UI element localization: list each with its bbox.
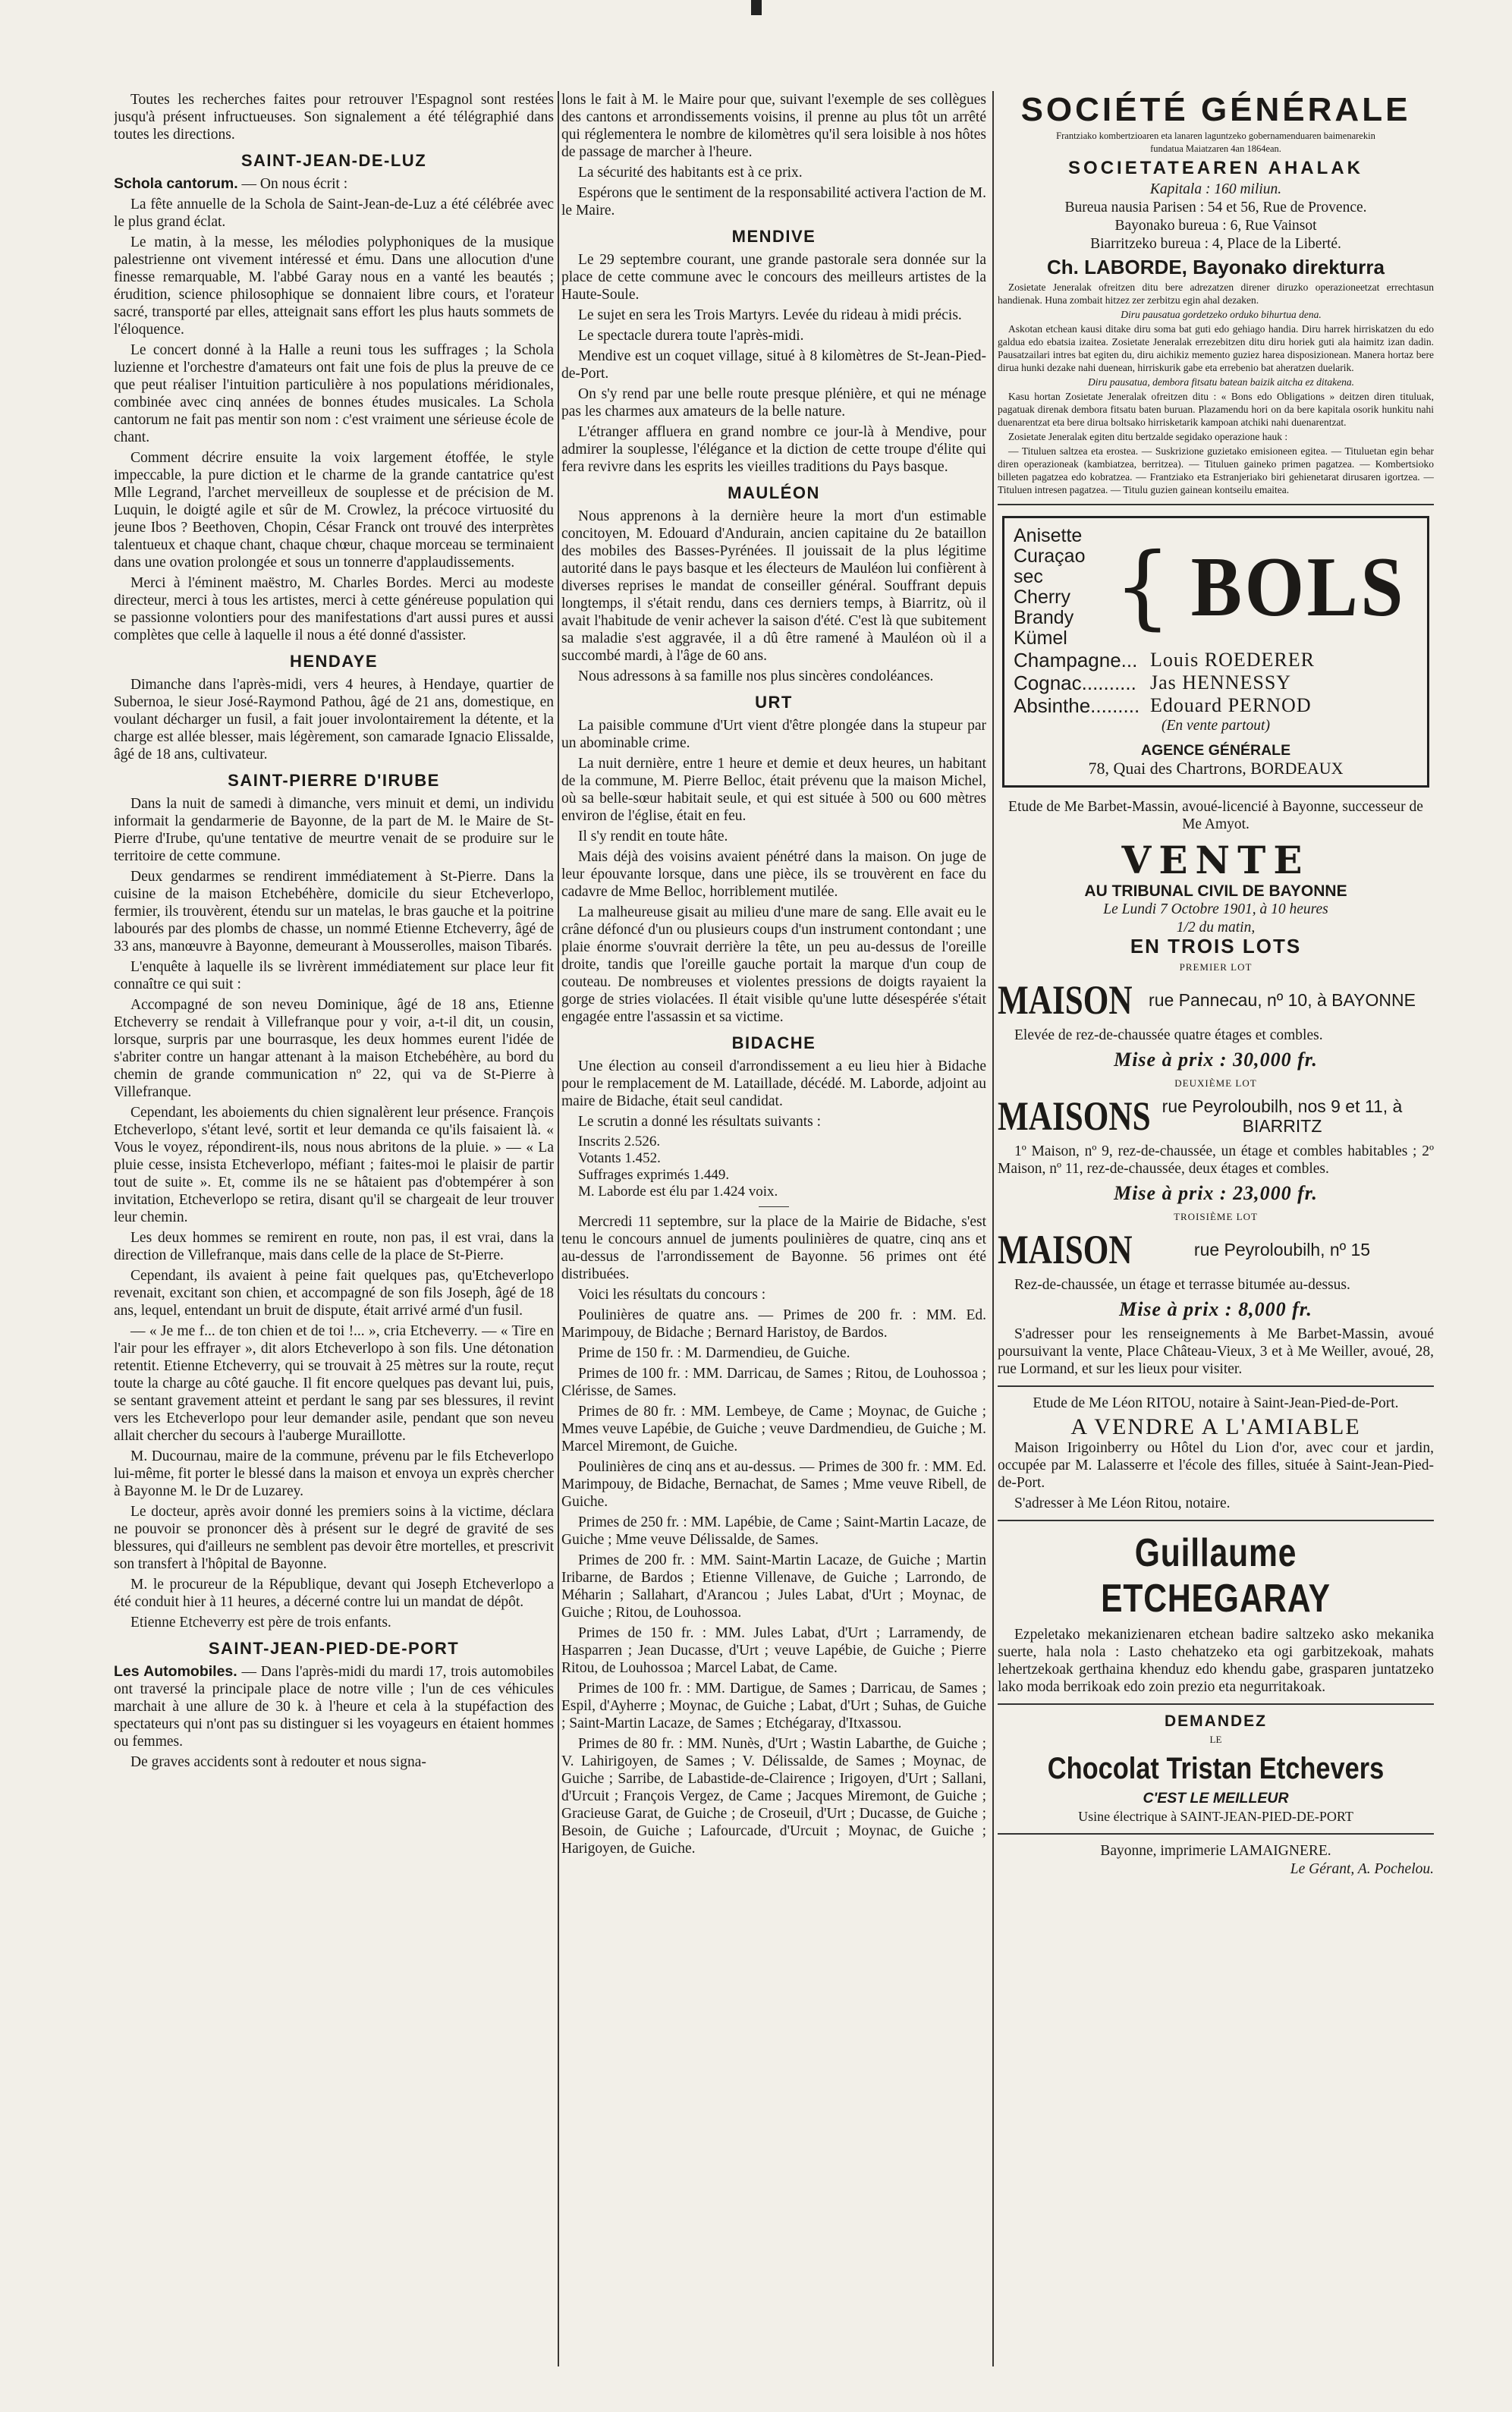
etchegaray-title: Guillaume ETCHEGARAY [1101, 1531, 1331, 1621]
lot-3 [998, 1226, 1434, 1273]
paragraph: La sécurité des habitants est à ce prix. [578, 165, 803, 181]
page-mark [751, 0, 762, 15]
liqueur-item: Anisette [1014, 525, 1083, 546]
vente-title: VENTE [1121, 838, 1310, 882]
divider [998, 504, 1434, 505]
product: Cognac.......... [1014, 671, 1136, 694]
paragraph: La fête annuelle de la Schola de Saint-Jean-de-Luz a été célébrée avec le plus grand éclat. [114, 197, 554, 230]
section-title: URT [755, 693, 793, 712]
paragraph: Voici les résultats du concours : [578, 1287, 766, 1303]
paragraph: Les deux hommes se remirent en route, non pas, il est vrai, dans la direction de Villefranque, mais dans celle de la place de St-Pierre. [114, 1230, 554, 1263]
societe-generale-ad [998, 91, 1434, 496]
ad-capital: Kapitala : 160 miliun. [1149, 181, 1282, 197]
lot-price: Mise à prix : 30,000 fr. [1114, 1049, 1318, 1071]
ad-text: Askotan etchean kausi ditake diru soma bat guti edo gehiago handia. Diru harrek hirriskatzen du edo galdua edo ebatsia izaitea. Zosietate Jeneralak errezebitzen ditu diru horiek guti ala haimitz izan dadin. Pausatzailari intres bat egiten du, diru aichikiz memento guziez harea disposizionean. Manera hortaz bere dirua hunki dezake nahi duenean, hirriskurik gabe eta errebenio bat aheratzen duelarik. [998, 323, 1434, 373]
paragraph: Cependant, ils avaient à peine fait quelques pas, qu'Etcheverlopo revenait, excitant son chien, et accompagné de son fils Joseph, âgé de 18 ans, lequel, entendant un bruit de dispute, était arrivé armé d'un fusil. [114, 1268, 554, 1319]
ad-title: SOCIÉTÉ GÉNÉRALE [1020, 91, 1411, 128]
ad-text: Kasu hortan Zosietate Jeneralak ofreitzen ditu : « Bons edo Obligations » deitzen diren tituluak, pagatuak direnak dembora fitsatu baten buruan. Plazamendu hori on da bere kapitala osorik hunkitu nahi duenarentzat eta bere dirua boltsako hirrisketarik kampoan atchiki nahi duenarentzat. [998, 391, 1434, 428]
ad-address: Bureua nausia Parisen : 54 et 56, Rue de Provence. [1064, 200, 1367, 215]
product: Champagne... [1014, 649, 1138, 671]
ad-text: — Tituluen saltzea eta erostea. — Suskrizione guzietako emisioneen egitea. — Tituluetan egin behar diren operazioneak (kambiatzea, berritzea). — Tituluen gaineko primen pagatzea. — Kombertsioko billeten pagatzea edo kobratzea. — Frantziako eta Estranjeriako biri gehienetarat dirusaren igortzea. — Tituluen intresen pagatzea. — Titulu guzien gainean kontseilu emaitea. [998, 445, 1434, 495]
ad-text: Diru pausatua, dembora fitsatu batean baizik aitcha ez ditakena. [1088, 376, 1354, 388]
section-title: SAINT-JEAN-DE-LUZ [240, 151, 427, 170]
paragraph: Le spectacle durera toute l'après-midi. [578, 328, 804, 344]
bols-ad [1002, 516, 1429, 788]
ad-text: Diru pausatua gordetzeko orduko bihurtua dena. [1121, 309, 1322, 320]
divider [998, 1703, 1434, 1705]
vente-time: 1/2 du matin, [1176, 920, 1256, 936]
vote-line: Votants 1.452. [578, 1150, 661, 1166]
paragraph-text: — Dans l'après-midi du mardi 17, trois automobiles ont traversé la principale place de notre ville ; l'un de ces véhicules marchait à une allure de 30 k. à l'heure et cela à la stupéfaction des spectateurs qui n'ont pas su distinguer si les voyageurs en étaient hommes ou femmes. [114, 1664, 554, 1750]
lot-label: DEUXIÈME LOT [1174, 1077, 1257, 1089]
subheading: Schola cantorum. [114, 175, 238, 192]
paragraph: M. Ducournau, maire de la commune, prévenu par le fils Etcheverlopo lui-même, fit porter le blessé dans la maison et envoya un exprès chercher à Bayonne M. le Dr de Luzarey. [114, 1448, 554, 1499]
paragraph: On s'y rend par une belle route presque plénière, et qui ne ménage pas les charmes aux amateurs de la belle nature. [561, 386, 986, 420]
liqueur-list [1014, 526, 1106, 649]
paragraph: La paisible commune d'Urt vient d'être plongée dans la stupeur par un abominable crime. [561, 718, 986, 751]
gerant: Le Gérant, A. Pochelou. [1290, 1861, 1434, 1877]
section-title: BIDACHE [731, 1033, 816, 1052]
column-rule [558, 91, 559, 2366]
lot-description: 1º Maison, nº 9, rez-de-chaussée, un étage et combles habitables ; 2º Maison, nº 11, rez-de-chaussée, deux étages et combles. [998, 1143, 1434, 1177]
lot-label: TROISIÈME LOT [1174, 1211, 1258, 1222]
brand: Jas HENNESSY [1150, 671, 1292, 693]
paragraph: Etienne Etcheverry est père de trois enfants. [130, 1615, 391, 1631]
paragraph: De graves accidents sont à redouter et nous signa- [130, 1754, 426, 1770]
ad-director: Ch. LABORDE, Bayonako direkturra [1047, 256, 1385, 278]
lot-price: Mise à prix : 23,000 fr. [1114, 1182, 1318, 1204]
paragraph: Accompagné de son neveu Dominique, âgé de 18 ans, Etienne Etcheverry se rendait à Villefranque pour y voir, a-t-il dit, un cousin, lorsque, surpris par une bourrasque, les deux hommes eurent l'idée de s'abriter contre un hangar attenant à la maison Etchebéhère, au bord du chemin de grande communication nº 22, qui va de St-Pierre à Villefranque. [114, 997, 554, 1100]
paragraph: Le 29 septembre courant, une grande pastorale sera donnée sur la place de cette commune avec le concours des meilleurs artistes de la Haute-Soule. [561, 252, 986, 303]
ad-heading: SOCIETATEAREN AHALAK [1068, 158, 1363, 178]
ad-text: Zosietate Jeneralak egiten ditu bertzalde segidako operazione hauk : [1008, 431, 1288, 442]
section-title: MENDIVE [731, 227, 816, 246]
paragraph: L'étranger affluera en grand nombre ce jour-là à Mendive, pour admirer la souplesse, l'élégance et la diction de cette troupe d'élite qui fera revivre dans les esprits les vieilles traditions du Pays basque. [561, 424, 986, 475]
subheading: Les Automobiles. [114, 1663, 237, 1680]
paragraph: Le docteur, après avoir donné les premiers soins à la victime, déclara ne pouvoir se prononcer dès à présent sur le degré de gravité de ses blessures, qui d'ailleurs ne semblent pas devoir être mortelles, et prescrivit son transfert à l'hôpital de Bayonne. [114, 1504, 554, 1572]
paragraph: Primes de 150 fr. : MM. Jules Labat, d'Urt ; Larramendy, de Hasparren ; Jean Ducasse, d'Urt ; veuve Lapébie, de Guiche ; Pierre Ritou, de Louhossoa ; Marcel Labat, de Came. [561, 1625, 986, 1676]
column-rule [992, 91, 994, 2366]
paragraph: Primes de 80 fr. : MM. Nunès, d'Urt ; Wastin Labarthe, de Guiche ; V. Lahirigoyen, de Sames ; V. Délissalde, de Sames ; Moynac, de Guiche ; Sarribe, de Labastide-de-Clairence ; Irigoyen, d'Urt ; Sallani, d'Urcuit ; François Vergez, de Came ; Jacques Miremont, de Guiche ; Gracieuse Garat, de Guiche ; de Croseuil, d'Urt ; Ducasse, de Guiche ; Besoin, de Guiche ; Lafourcade, d'Urcuit ; Moynac, de Guiche ; Harigoyen, de Guiche. [561, 1736, 986, 1857]
lot-word: MAISONS [998, 1093, 1151, 1139]
chocolat-slogan: C'EST LE MEILLEUR [1143, 1790, 1289, 1807]
subheading-tail: — On nous écrit : [237, 176, 348, 192]
paragraph: S'adresser à Me Léon Ritou, notaire. [1014, 1495, 1231, 1511]
lot-1 [998, 976, 1434, 1024]
section-title: SAINT-PIERRE D'IRUBE [228, 771, 440, 790]
paragraph: La malheureuse gisait au milieu d'une mare de sang. Elle avait eu le crâne défoncé d'un ou plusieurs coups d'un instrument contondant ; une plaie énorme s'ouvrait derrière la tête, un peu au-dessus de l'oreille droite, tandis que l'oreille gauche portait la marque d'un coup de couteau. De nombreuses et violentes pressions de doigts rayaient la gorge de stries violacées. Il était visible qu'une lutte désespérée s'était engagée entre l'assassin et sa victime. [561, 904, 986, 1025]
paragraph: Espérons que le sentiment de la responsabilité activera l'action de M. le Maire. [561, 185, 986, 219]
ad-subtitle: Frantziako kombertzioaren eta lanaren laguntzeko gobernamenduaren baimenarekin [1056, 131, 1375, 141]
vote-line: M. Laborde est élu par 1.424 voix. [578, 1184, 778, 1200]
etude-notice: Etude de Me Barbet-Massin, avoué-licencié à Bayonne, successeur de Me Amyot. [1008, 799, 1423, 832]
divider [998, 1833, 1434, 1835]
agence-label: AGENCE GÉNÉRALE [1140, 742, 1291, 759]
lot-address: rue Pannecau, nº 10, à BAYONNE [1149, 990, 1416, 1010]
paragraph: L'enquête à laquelle ils se livrèrent immédiatement sur place leur fit connaître ce qui suit : [114, 959, 554, 992]
vente-lots: EN TROIS LOTS [1130, 935, 1302, 958]
chocolat-title: Chocolat Tristan Etchevers [1047, 1752, 1385, 1785]
paragraph: M. le procureur de la République, devant qui Joseph Etcheverlopo a été conduit hier à 11 heures, a décerné contre lui un mandat de dépôt. [114, 1577, 554, 1610]
paragraph [114, 1663, 554, 1750]
paragraph: Comment décrire ensuite la voix largement étoffée, le style impeccable, la pure diction et le charme de la grande cantatrice qu'est Mlle Legrand, l'archet merveilleux de souplesse et de précision de M. Luquin, le doigté agile et sûr de M. Crowlez, la précoce virtuosité du jeune Ibos ? Beethoven, Chopin, César Franck ont trouvé des interprètes talentueux et chaque chant, chaque chœur, chaque morceau se terminaient dans une ovation prolongée et sous un tonnerre d'applaudissements. [114, 450, 554, 571]
paragraph: Nous apprenons à la dernière heure la mort d'un estimable concitoyen, M. Edouard d'Andurain, ancien capitaine du 2e bataillon des mobiles des Basses-Pyrénées. Il jouissait de la plus légitime autorité dans le pays basque et les électeurs de Mauléon lui confièrent à diverses reprises le mandat de conseiller général. Souffrant depuis longtemps, il s'était rendu, dans ces derniers temps, à Biarritz, où il avait l'habitude de venir achever la saison d'été. C'est là que subitement sa maladie s'est aggravée, il a dû être ramené à Mauléon où il a succombé mardi, à l'âge de 60 ans. [561, 508, 986, 664]
paragraph: Cependant, les aboiements du chien signalèrent leur présence. François Etcheverlopo, s'étant levé, sortit et leur demanda ce qu'ils faisaient là. « Vous le voyez, répondirent-ils, nous nous abritons de la pluie. » — « La pluie cesse, insista Etcheverlopo, méfiant ; faites-moi le plaisir de partir tout de suite ». Et, comme ils ne se hâtaient pas d'obtempérer à son invitation, Etcheverlopo se retira, disant qu'il se chargeait de leur trouver leur chemin. [114, 1105, 554, 1225]
column-3 [998, 91, 1434, 2366]
liqueur-item: Kümel [1014, 627, 1067, 649]
section-title: MAULÉON [728, 483, 820, 502]
paragraph: Nous adressons à sa famille nos plus sincères condoléances. [578, 668, 934, 684]
lot-address: rue Peyroloubilh, nº 15 [1193, 1240, 1371, 1259]
paragraph [114, 175, 554, 193]
vente-contact: S'adresser pour les renseignements à Me Barbet-Massin, avoué poursuivant la vente, Place Château-Vieux, 3 et à Me Weiller, avoué, 28, rue Lormand, et sur les lieux pour visiter. [998, 1326, 1434, 1377]
chocolat-usine: Usine électrique à SAINT-JEAN-PIED-DE-PORT [1078, 1809, 1353, 1824]
brand-row [1014, 694, 1418, 717]
agence-address: 78, Quai des Chartrons, BORDEAUX [1088, 759, 1344, 778]
paragraph: Primes de 100 fr. : MM. Dartigue, de Sames ; Darricau, de Sames ; Espil, d'Ayherre ; Moynac, de Guiche ; Labat, d'Urt ; Suhas, de Guiche ; Saint-Martin Lacaze, de Sames ; Etchégaray, d'Itxassou. [561, 1681, 986, 1731]
vente-subtitle: AU TRIBUNAL CIVIL DE BAYONNE [1084, 882, 1347, 900]
ad-text: Zosietate Jeneralak ofreitzen ditu bere adrezatzen direner diruzko operazioneetzat errechtasun handienak. Huna zombait hitzez zer zerbitzu egin ahal dezaken. [998, 281, 1434, 306]
paragraph: Le matin, à la messe, les mélodies polyphoniques de la musique palestrienne ont vivement intéressé et ému. Dans une allocution d'une finesse remarquable, M. l'abbé Garay nous en a vanté les beautés ; érudition, science philosophique se donnaient libre cours, et l'orateur sacré, transporté par elles, atteignait sans effort les plus hauts sommets de l'éloquence. [114, 234, 554, 338]
amiable-title: A VENDRE A L'AMIABLE [1070, 1414, 1361, 1439]
brand: Edouard PERNOD [1150, 694, 1312, 716]
paragraph: Il s'y rendit en toute hâte. [578, 829, 728, 844]
ad-address: Bayonako bureua : 6, Rue Vainsot [1114, 218, 1317, 234]
paragraph: Dimanche dans l'après-midi, vers 4 heures, à Hendaye, quartier de Subernoa, le sieur José-Raymond Pathou, âgé de 21 ans, domestique, en voulant décharger un fusil, a fait jouer involontairement la détente, et la charge est allée blesser, mais légèrement, son camarade Ignacio Elissalde, âgé de 18 ans, cultivateur. [114, 677, 554, 763]
divider [998, 1520, 1434, 1521]
lot-description: Rez-de-chaussée, un étage et terrasse bitumée au-dessus. [1014, 1277, 1350, 1293]
lot-label: PREMIER LOT [1179, 961, 1253, 973]
paragraph: Mendive est un coquet village, situé à 8 kilomètres de St-Jean-Pied-de-Port. [561, 348, 986, 382]
section-title: SAINT-JEAN-PIED-DE-PORT [208, 1639, 460, 1658]
bols-brand: BOLS [1190, 539, 1407, 634]
etude-notice: Etude de Me Léon RITOU, notaire à Saint-Jean-Pied-de-Port. [1033, 1395, 1399, 1411]
paragraph: Poulinières de cinq ans et au-dessus. — Primes de 300 fr. : MM. Ed. Marimpouy, de Bidache, Bernachat, de Sames ; Mme veuve Ribell, de Guiche. [561, 1459, 986, 1510]
paragraph: Une élection au conseil d'arrondissement a eu lieu hier à Bidache pour le remplacement de M. Lataillade, décédé. M. Laborde, adjoint au maire de Bidache, était seul candidat. [561, 1058, 986, 1109]
liqueur-item: Curaçao sec [1014, 546, 1086, 587]
ad-subtitle: fundatua Maiatzaren 4an 1864ean. [1150, 143, 1281, 154]
paragraph: Le sujet en sera les Trois Martyrs. Levée du rideau à midi précis. [578, 307, 962, 323]
le-label: LE [1209, 1734, 1222, 1745]
paragraph: Ezpeletako mekanizienaren etchean badire saltzeko asko mekanika suerte, hala nola : Lasto chehatzeko eta ogi garbitzekoak, mahats lehertzekoak gerthaina khenduz edo khendu gabe, grasparen juntatzeko lako moda berrikoak edo zoin prezio eta negurritakoak. [998, 1627, 1434, 1695]
brand-row [1014, 671, 1418, 694]
brand: Louis ROEDERER [1150, 649, 1315, 671]
paragraph: Toutes les recherches faites pour retrouver l'Espagnol sont restées jusqu'à présent infructueuses. Son signalement a été télégraphié dans toutes les directions. [114, 92, 554, 143]
lot-price: Mise à prix : 8,000 fr. [1119, 1298, 1312, 1320]
paragraph: Merci à l'éminent maëstro, M. Charles Bordes. Merci au modeste directeur, merci à tous les artistes, merci à cette généreuse population qui se passionne volontiers pour des manifestations d'art aussi pures et aussi complètes que celle à laquelle il nous a été donné d'assister. [114, 575, 554, 643]
paragraph: Primes de 200 fr. : MM. Saint-Martin Lacaze, de Guiche ; Martin Iribarne, de Bardos ; Etienne Villenave, de Guiche ; Larrondo, de Méharin ; Sallahart, d'Arancou ; Jules Labat, d'Urt ; Moynac, de Guiche ; Ritou, de Louhossoa. [561, 1552, 986, 1621]
paragraph: Le concert donné à la Halle a reuni tous les suffrages ; la Schola luzienne et l'orchestre d'amateurs ont fait une fois de plus la preuve de ce que peut réaliser l'intuition particulière à nos populations méridionales, combinée avec cinq années de bonnes études musicales. La Schola cantorum ne fait pas mentir son nom : c'est vraiment une sérieuse école de chant. [114, 342, 554, 445]
imprimerie: Bayonne, imprimerie LAMAIGNERE. [1100, 1843, 1331, 1859]
column-1 [114, 91, 554, 2366]
paragraph: Poulinières de quatre ans. — Primes de 200 fr. : MM. Ed. Marimpouy, de Bidache ; Bernard Haristoy, de Bardos. [561, 1307, 986, 1341]
vente-date: Le Lundi 7 Octobre 1901, à 10 heures [1103, 901, 1328, 917]
paragraph: Mais déjà des voisins avaient pénétré dans la maison. On juge de leur épouvante lorsque, dans une pièce, ils se trouvèrent en face du cadavre de Mme Belloc, horriblement mutilée. [561, 849, 986, 900]
paragraph: Maison Irigoinberry ou Hôtel du Lion d'or, avec cour et jardin, occupée par M. Lalasserre et l'école des filles, située à Saint-Jean-Pied-de-Port. [998, 1440, 1434, 1491]
paragraph: Primes de 80 fr. : MM. Lembeye, de Came ; Moynac, de Guiche ; Mmes veuve Lapébie, de Guiche ; veuve Dardmendieu, de Guiche ; M. Marcel Miremont, de Guiche. [561, 1404, 986, 1454]
paragraph: Primes de 250 fr. : MM. Lapébie, de Came ; Saint-Martin Lacaze, de Guiche ; Mme veuve Délissalde, de Sames. [561, 1514, 986, 1548]
paragraph: — « Je me f... de ton chien et de toi !... », cria Etcheverry. — « Tire en l'air pour les effrayer », dit alors Etcheverlopo à son fils. Une détonation retentit. Etienne Etcheverry, qui se trouvait à 25 mètres sur la route, reçut toute la charge au côté gauche. Il fit encore quelques pas devant lui, puis, se sentant gravement atteint et perdant le sang par ses blessures, il revint vers les Etcheverlopo pour leur demander asile, pendant que son neveu allait chercher du secours à l'auberge Muraillotte. [114, 1323, 554, 1444]
lot-description: Elevée de rez-de-chaussée quatre étages et combles. [1014, 1027, 1323, 1043]
paragraph: Le scrutin a donné les résultats suivants : [578, 1114, 822, 1130]
separator [759, 1206, 789, 1207]
paragraph: lons le fait à M. le Maire pour que, suivant l'exemple de ses collègues des cantons et arrondissements voisins, il prenne au plus tôt un arrêté qui réglementera le nombre de kilomètres qu'il sera loisible à nos hôtes de passage de marcher à l'heure. [561, 92, 986, 160]
paragraph: La nuit dernière, entre 1 heure et demie et deux heures, un habitant de la commune, M. Pierre Belloc, était prévenu que la maison Michel, où sa belle-sœur habitait seule, et qui est située à 500 ou 600 mètres environ de l'église, était en feu. [561, 756, 986, 824]
brace-glyph: { [1113, 534, 1172, 640]
divider [998, 1385, 1434, 1387]
paragraph: Mercredi 11 septembre, sur la place de la Mairie de Bidache, s'est tenu le concours annuel de juments poulinières de quatre, cinq ans et au-dessus de l'arrondissement de Bayonne. 56 primes ont été distribuées. [561, 1214, 986, 1282]
ad-address: Biarritzeko bureua : 4, Place de la Liberté. [1090, 236, 1341, 252]
paragraph: Prime de 150 fr. : M. Darmendieu, de Guiche. [578, 1345, 850, 1361]
lot-word: MAISON [998, 977, 1133, 1023]
vote-line: Inscrits 2.526. [578, 1134, 661, 1149]
vote-line: Suffrages exprimés 1.449. [578, 1167, 730, 1183]
sale-note: (En vente partout) [1162, 718, 1270, 734]
lot-2 [998, 1093, 1434, 1140]
lot-address: rue Peyroloubilh, nos 9 et 11, à BIARRITZ [1162, 1096, 1403, 1136]
section-title: HENDAYE [289, 652, 379, 671]
liqueur-item: Cherry Brandy [1014, 586, 1074, 628]
column-2 [561, 91, 986, 2366]
demandez: DEMANDEZ [1165, 1712, 1267, 1730]
paragraph: Primes de 100 fr. : MM. Darricau, de Sames ; Ritou, de Louhossoa ; Clérisse, de Sames. [561, 1366, 986, 1399]
paragraph: Dans la nuit de samedi à dimanche, vers minuit et demi, un individu informait la gendarmerie de Bayonne, de la part de M. le Maire de St-Pierre d'Irube, qu'une tentative de meurtre venait de se produire sur le territoire de cette commune. [114, 796, 554, 864]
paragraph: Deux gendarmes se rendirent immédiatement à St-Pierre. Dans la cuisine de la maison Etchebéhère, domicile du sieur Etcheverlopo, fermier, ils trouvèrent, étendu sur un matelas, le bras gauche et la poitrine labourés par des plombs de chasse, un nommé Etienne Etcheverry, âgé de 33 ans, manœuvre à Bayonne, demeurant à Mousserolles, maison Tibarés. [114, 869, 554, 954]
product: Absinthe......... [1014, 694, 1140, 717]
lot-word: MAISON [998, 1227, 1133, 1272]
bols-header [1014, 526, 1418, 649]
brand-row [1014, 649, 1418, 671]
